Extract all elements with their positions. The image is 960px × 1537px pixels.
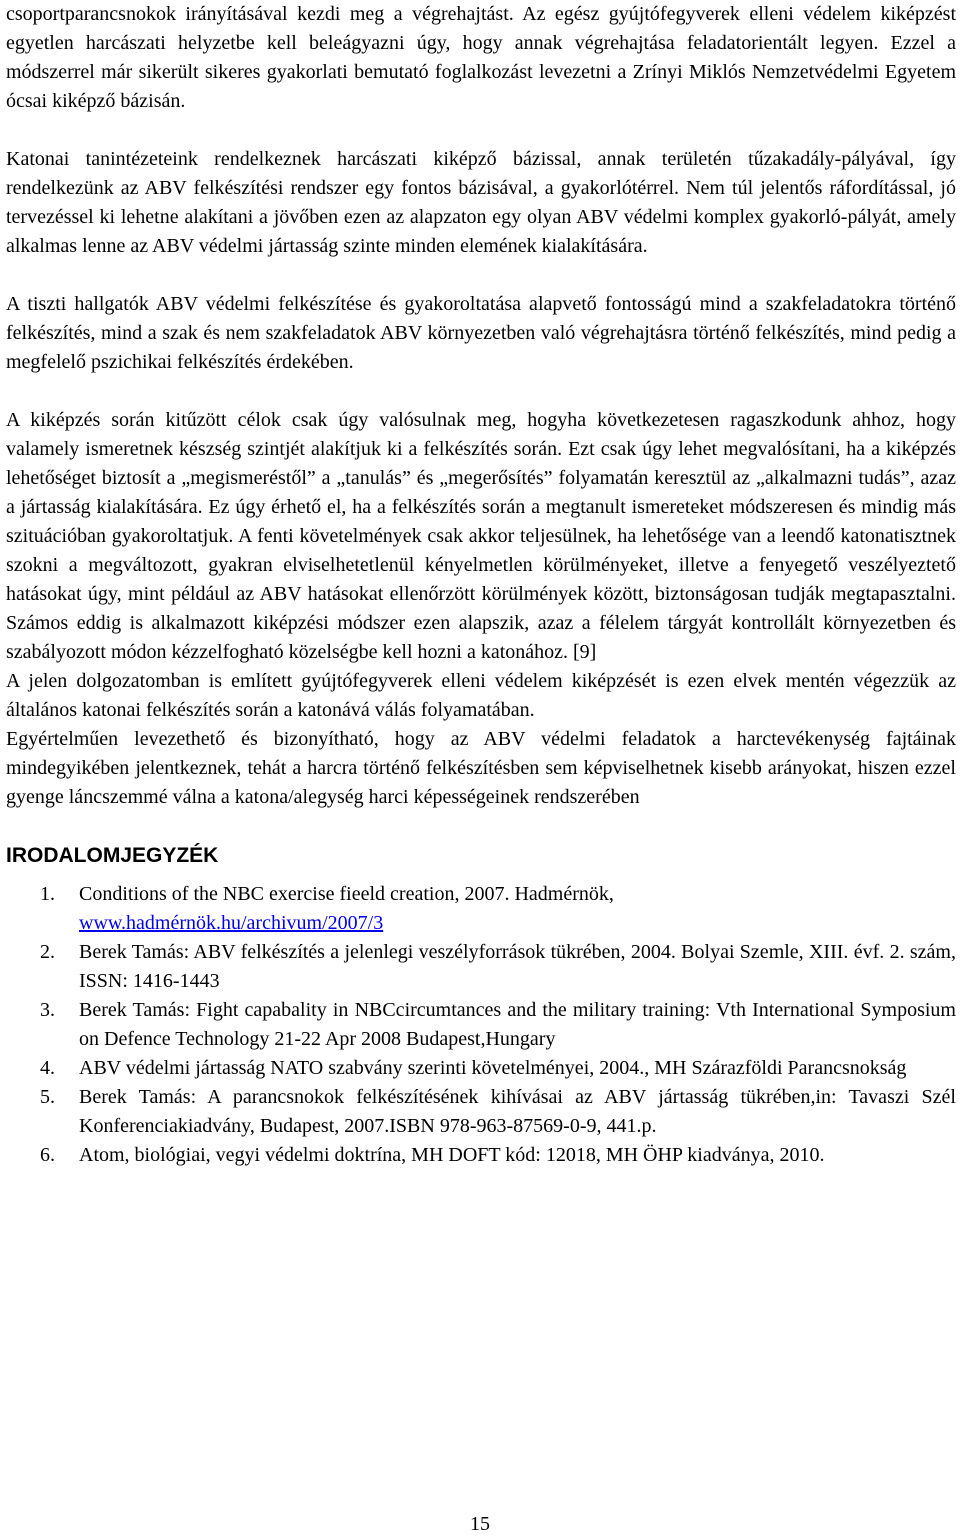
paragraph-6: Egyértelműen levezethető és bizonyítható, hogy az ABV védelmi feladatok a harctevékenység fajtáinak mindegyikében jelentkeznek, tehát a harcra történő felkészítésben sem képviselhetnek kisebb arányokat, hiszen ezzel gyenge láncszemmé válna a katona/alegység harci képességeinek rendszerében <box>6 728 956 808</box>
reference-text: ABV védelmi jártasság NATO szabvány szerinti követelményei, 2004., MH Szárazföldi Parancsnokság <box>79 1057 907 1079</box>
page-number: 15 <box>470 1513 490 1535</box>
paragraph-gap <box>6 377 956 406</box>
reference-number: 2. <box>40 941 55 963</box>
reference-text: Berek Tamás: A parancsnokok felkészítésének kihívásai az ABV jártasság tükrében,in: Tavaszi Szél Konferenciakiadvány, Budapest, 2007.ISBN 978-963-87569-0-9, 441.p. <box>79 1086 956 1137</box>
reference-text: Conditions of the NBC exercise fieeld creation, 2007. Hadmérnök, <box>79 883 614 905</box>
reference-link[interactable]: www.hadmérnök.hu/archivum/2007/3 <box>79 912 384 934</box>
reference-number: 4. <box>40 1057 55 1079</box>
references-heading: IRODALOMJEGYZÉK <box>6 844 219 867</box>
reference-item <box>6 938 956 996</box>
reference-item <box>6 1141 956 1170</box>
reference-text: Berek Tamás: ABV felkészítés a jelenlegi veszélyforrások tükrében, 2004. Bolyai Szemle, XIII. évf. 2. szám, ISSN: 1416-1443 <box>79 941 956 992</box>
document-page <box>6 0 956 1170</box>
reference-item <box>6 996 956 1054</box>
reference-item <box>6 1083 956 1141</box>
paragraph-2: Katonai tanintézeteink rendelkeznek harcászati kiképző bázissal, annak területén tűzakadály-pályával, így rendelkezünk az ABV felkészítési rendszer egy fontos bázisával, a gyakorlótérrel. Nem túl jelentős ráfordítással, jó tervezéssel ki lehetne alakítani a jövőben ezen az alapzaton egy olyan ABV védelmi komplex gyakorló-pályát, amely alkalmas lenne az ABV védelmi jártasság szinte minden elemének kialakítására. <box>6 148 956 257</box>
reference-text: Atom, biológiai, vegyi védelmi doktrína, MH DOFT kód: 12018, MH ÖHP kiadványa, 2010. <box>79 1144 825 1166</box>
reference-text: Berek Tamás: Fight capabality in NBCcircumtances and the military training: Vth International Symposium on Defence Technology 21-22 Apr 2008 Budapest,Hungary <box>79 999 956 1050</box>
reference-number: 6. <box>40 1144 55 1166</box>
paragraph-gap <box>6 116 956 145</box>
reference-number: 3. <box>40 999 55 1021</box>
reference-number: 5. <box>40 1086 55 1108</box>
reference-number: 1. <box>40 883 55 905</box>
paragraph-3: A tiszti hallgatók ABV védelmi felkészítése és gyakoroltatása alapvető fontosságú mind a szakfeladatokra történő felkészítés, mind a szak és nem szakfeladatok ABV környezetben való végrehajtásra történő felkészítés, mind pedig a megfelelő pszichikai felkészítés érdekében. <box>6 293 956 373</box>
paragraph-5: A jelen dolgozatomban is említett gyújtófegyverek elleni védelem kiképzését is ezen elvek mentén végezzük az általános katonai felkészítés során a katonává válás folyamatában. <box>6 670 956 721</box>
reference-item <box>6 1054 956 1083</box>
paragraph-1: csoportparancsnokok irányításával kezdi meg a végrehajtást. Az egész gyújtófegyverek elleni védelem kiképzést egyetlen harcászati helyzetbe kell beleágyazni úgy, hogy annak végrehajtása feladatorientált legyen. Ezzel a módszerrel már sikerült sikeres gyakorlati bemutató foglalkozást levezetni a Zrínyi Miklós Nemzetvédelmi Egyetem ócsai kiképző bázisán. <box>6 3 956 112</box>
paragraph-4: A kiképzés során kitűzött célok csak úgy valósulnak meg, hogyha következetesen ragaszkodunk ahhoz, hogy valamely ismeretnek készség szintjét alakítjuk ki a felkészítés során. Ezt csak úgy lehet megvalósítani, ha a kiképzés lehetőséget biztosít a „megismeréstől” a „tanulás” és „megerősítés” folyamatán keresztül az „alkalmazni tudás”, azaz a jártasság kialakítására. Ez úgy érhető el, ha a felkészítés során a megtanult ismereteket módszeresen és mindig más szituációban gyakoroltatjuk. A fenti követelmények csak akkor teljesülnek, ha lehetősége van a leendő katonatisztnek szokni a megváltozott, gyakran elviselhetetlenül kényelmetlen körülményeket, illetve a fenyegető veszélyeztető hatásokat úgy, mint például az ABV hatásokat ellenőrzött körülmények között, biztonságosan tudják megtapasztalni. Számos eddig is alkalmazott kiképzési módszer ezen alapszik, azaz a félelem tárgyát kontrollált környezetben és szabályozott módon kézzelfogható közelségbe kell hozni a katonához. [9] <box>6 409 956 663</box>
references-list <box>6 880 956 1170</box>
reference-item <box>6 880 956 938</box>
paragraph-gap <box>6 261 956 290</box>
paragraph-gap <box>6 812 956 841</box>
